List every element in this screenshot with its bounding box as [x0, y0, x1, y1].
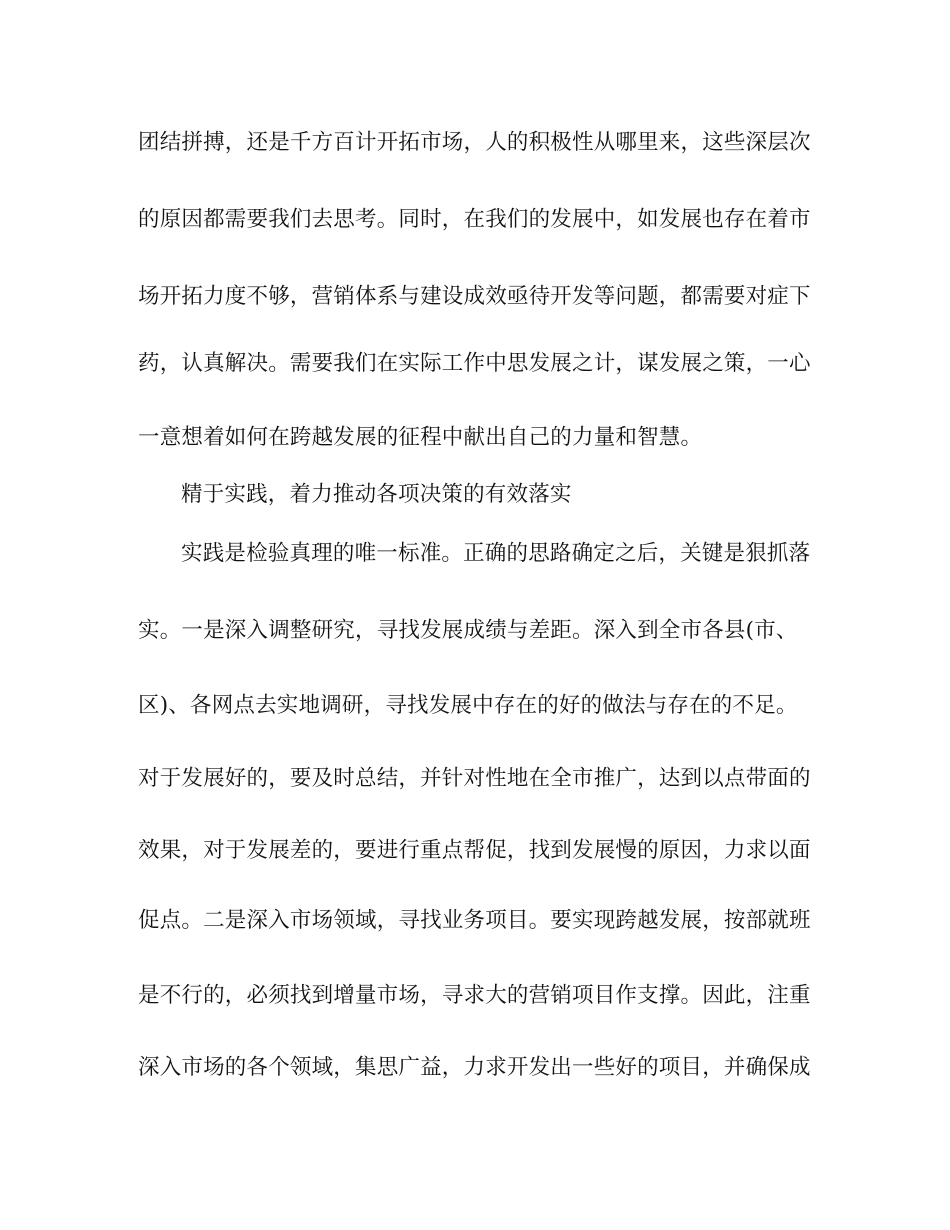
paragraph-line: 实。一是深入调整研究，寻找发展成绩与差距。深入到全市各县(市、: [138, 618, 798, 643]
paragraph-line: 促点。二是深入市场领域，寻找业务项目。要实现跨越发展，按部就班: [138, 908, 811, 933]
section-heading: 精于实践，着力推动各项决策的有效落实: [181, 482, 572, 507]
paragraph-line: 对于发展好的，要及时总结，并针对性地在全市推广，达到以点带面的: [138, 766, 811, 791]
paragraph-line: 是不行的，必须找到增量市场，寻求大的营销项目作支撑。因此，注重: [138, 983, 811, 1008]
paragraph-line: 区)、各网点去实地调研，寻找发展中存在的好的做法与存在的不足。: [138, 693, 798, 718]
paragraph-line: 团结拼搏，还是千方百计开拓市场，人的积极性从哪里来，这些深层次: [138, 130, 811, 155]
paragraph-line: 效果，对于发展差的，要进行重点帮促，找到发展慢的原因，力求以面: [138, 838, 811, 863]
paragraph-line: 深入市场的各个领域，集思广益，力求开发出一些好的项目，并确保成: [138, 1055, 811, 1080]
paragraph-line: 药，认真解决。需要我们在实际工作中思发展之计，谋发展之策，一心: [138, 351, 811, 376]
paragraph-line: 一意想着如何在跨越发展的征程中献出自己的力量和智慧。: [138, 425, 703, 450]
paragraph-line: 场开拓力度不够，营销体系与建设成效亟待开发等问题，都需要对症下: [138, 284, 811, 309]
paragraph-line: 实践是检验真理的唯一标准。正确的思路确定之后，关键是狠抓落: [181, 541, 811, 566]
paragraph-line: 的原因都需要我们去思考。同时，在我们的发展中，如发展也存在着市: [138, 207, 811, 232]
